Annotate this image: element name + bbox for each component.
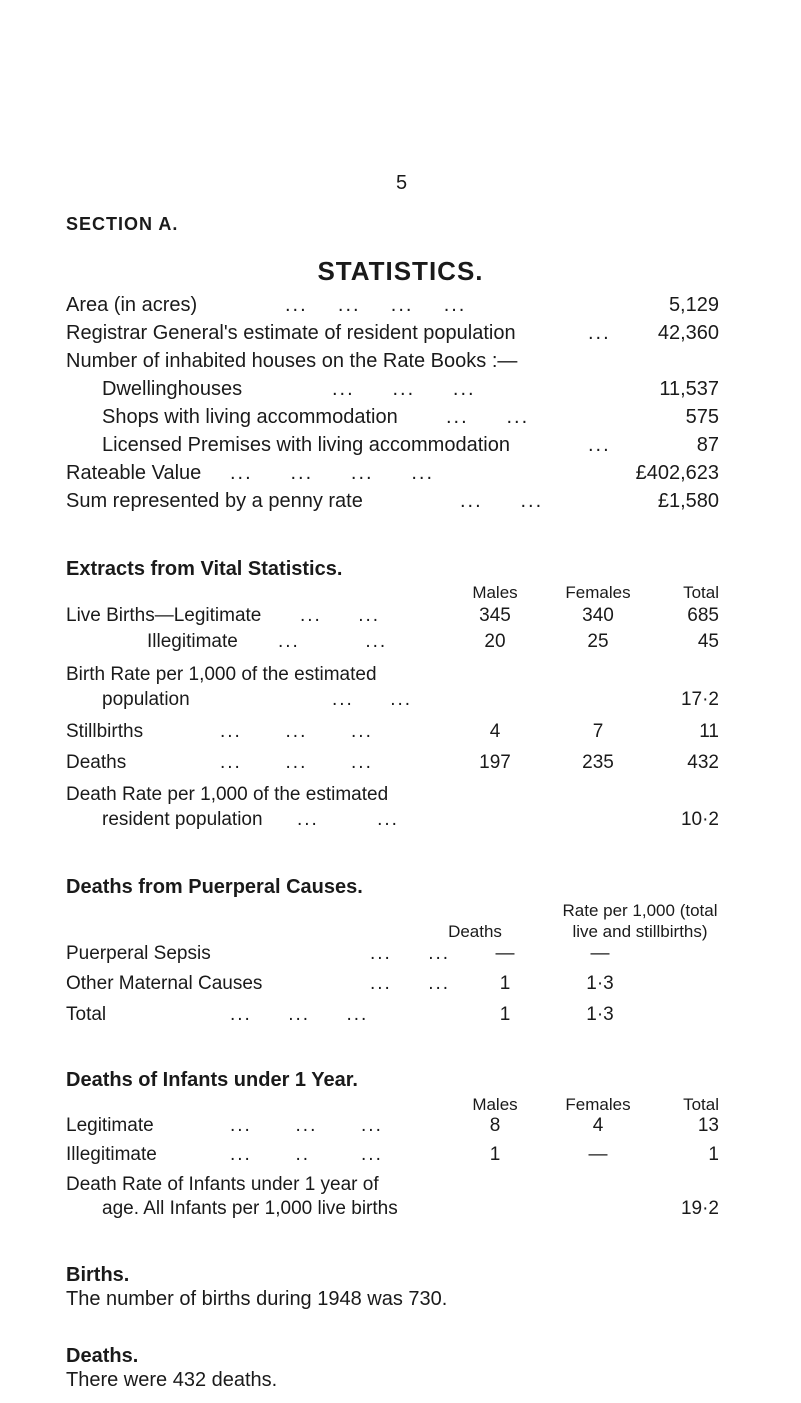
deaths-males: 197	[479, 752, 511, 773]
puerperal-total-label: Total	[66, 1004, 107, 1025]
leader-dots: ... ...	[278, 631, 388, 652]
leader-dots: ... ... ...	[230, 1115, 383, 1136]
infant-rate-label: Death Rate of Infants under 1 year of	[66, 1174, 379, 1195]
deaths-total: 432	[687, 752, 719, 773]
leader-dots: ... ...	[300, 605, 381, 626]
leader-dots: ... ...	[297, 809, 399, 830]
other-maternal-rate: 1·3	[586, 973, 614, 994]
leader-dots: ... ... ... ...	[285, 294, 467, 316]
infant-legitimate-males: 8	[489, 1115, 501, 1136]
penny-rate-value: £1,580	[657, 490, 719, 512]
population-value: 42,360	[657, 322, 719, 344]
infant-legitimate-label: Legitimate	[66, 1115, 154, 1136]
penny-rate-label: Sum represented by a penny rate	[66, 490, 363, 512]
leader-dots: ... ... ...	[220, 752, 373, 773]
stillbirths-females: 7	[592, 721, 604, 742]
page-number: 5	[396, 172, 408, 194]
dwellinghouses-label: Dwellinghouses	[102, 378, 243, 400]
deaths-label: Deaths	[66, 752, 127, 773]
col-rate: Rate per 1,000 (total	[562, 901, 718, 920]
col-females: Females	[565, 583, 631, 602]
col-males: Males	[472, 583, 518, 602]
death-rate-label-cont: resident population	[102, 809, 263, 830]
illegitimate-label: Illegitimate	[147, 631, 238, 652]
leader-dots: ... ...	[370, 973, 451, 994]
puerperal-heading: Deaths from Puerperal Causes.	[66, 876, 363, 898]
death-rate-value: 10·2	[680, 809, 719, 830]
shops-label: Shops with living accommodation	[102, 406, 398, 428]
page-title: STATISTICS.	[317, 256, 484, 286]
shops-value: 575	[685, 406, 719, 428]
infant-illegitimate-label: Illegitimate	[66, 1144, 157, 1165]
area-label: Area (in acres)	[66, 294, 198, 316]
infant-legitimate-females: 4	[592, 1115, 604, 1136]
houses-label: Number of inhabited houses on the Rate Books :—	[66, 350, 518, 372]
section-heading: SECTION A.	[66, 214, 179, 234]
leader-dots: ... ... ... ...	[230, 462, 435, 484]
stillbirths-label: Stillbirths	[66, 721, 144, 742]
deaths-heading: Deaths.	[66, 1345, 139, 1367]
col-females: Females	[565, 1095, 631, 1114]
leader-dots: ... ...	[332, 689, 413, 710]
legitimate-females: 340	[582, 605, 614, 626]
col-males: Males	[472, 1095, 518, 1114]
leader-dots: ... ... ...	[332, 378, 476, 400]
leader-dots: ... .. ...	[230, 1144, 383, 1165]
dwellinghouses-value: 11,537	[659, 378, 719, 400]
col-total: Total	[683, 583, 719, 602]
illegitimate-males: 20	[484, 631, 506, 652]
infant-deaths-heading: Deaths of Infants under 1 Year.	[66, 1069, 358, 1091]
deaths-text: There were 432 deaths.	[66, 1369, 278, 1391]
other-maternal-deaths: 1	[499, 973, 511, 994]
infant-legitimate-total: 13	[697, 1115, 719, 1136]
illegitimate-total: 45	[697, 631, 719, 652]
legitimate-males: 345	[479, 605, 511, 626]
births-heading: Births.	[66, 1264, 130, 1286]
puerperal-total-deaths: 1	[499, 1004, 511, 1025]
puerperal-total-rate: 1·3	[586, 1004, 614, 1025]
population-label: Registrar General's estimate of resident population	[66, 322, 516, 344]
sepsis-deaths: —	[495, 943, 515, 964]
legitimate-total: 685	[687, 605, 719, 626]
infant-rate-label-cont: age. All Infants per 1,000 live births	[102, 1198, 398, 1219]
death-rate-label: Death Rate per 1,000 of the estimated	[66, 784, 389, 805]
sepsis-rate: —	[590, 943, 610, 964]
rateable-value: £402,623	[635, 462, 719, 484]
infant-illegitimate-females: —	[588, 1144, 608, 1165]
deaths-females: 235	[582, 752, 614, 773]
legitimate-label: Live Births—Legitimate	[66, 605, 262, 626]
birth-rate-value: 17·2	[680, 689, 719, 710]
infant-rate-value: 19·2	[680, 1198, 719, 1219]
other-maternal-label: Other Maternal Causes	[66, 973, 263, 994]
infant-illegitimate-males: 1	[489, 1144, 501, 1165]
infant-illegitimate-total: 1	[708, 1144, 719, 1165]
birth-rate-label-cont: population	[102, 689, 190, 710]
leader-dots: ... ... ...	[230, 1004, 369, 1025]
col-total: Total	[683, 1095, 719, 1114]
leader-dots: ... ...	[446, 406, 530, 428]
vital-statistics-heading: Extracts from Vital Statistics.	[66, 558, 343, 580]
licensed-value: 87	[696, 434, 719, 456]
stillbirths-total: 11	[699, 721, 719, 742]
leader-dots: ... ... ...	[220, 721, 373, 742]
birth-rate-label: Birth Rate per 1,000 of the estimated	[66, 664, 377, 685]
rateable-label: Rateable Value	[66, 462, 202, 484]
leader-dots: ... ...	[460, 490, 544, 512]
leader-dots: ... ...	[370, 943, 451, 964]
leader-dots: ...	[588, 434, 611, 456]
births-text: The number of births during 1948 was 730.	[66, 1288, 448, 1310]
stillbirths-males: 4	[489, 721, 501, 742]
col-rate-cont: live and stillbirths)	[572, 922, 708, 941]
area-value: 5,129	[668, 294, 719, 316]
licensed-label: Licensed Premises with living accommodation	[102, 434, 510, 456]
leader-dots: ...	[588, 322, 611, 344]
sepsis-label: Puerperal Sepsis	[66, 943, 211, 964]
illegitimate-females: 25	[587, 631, 609, 652]
col-deaths: Deaths	[448, 922, 502, 941]
